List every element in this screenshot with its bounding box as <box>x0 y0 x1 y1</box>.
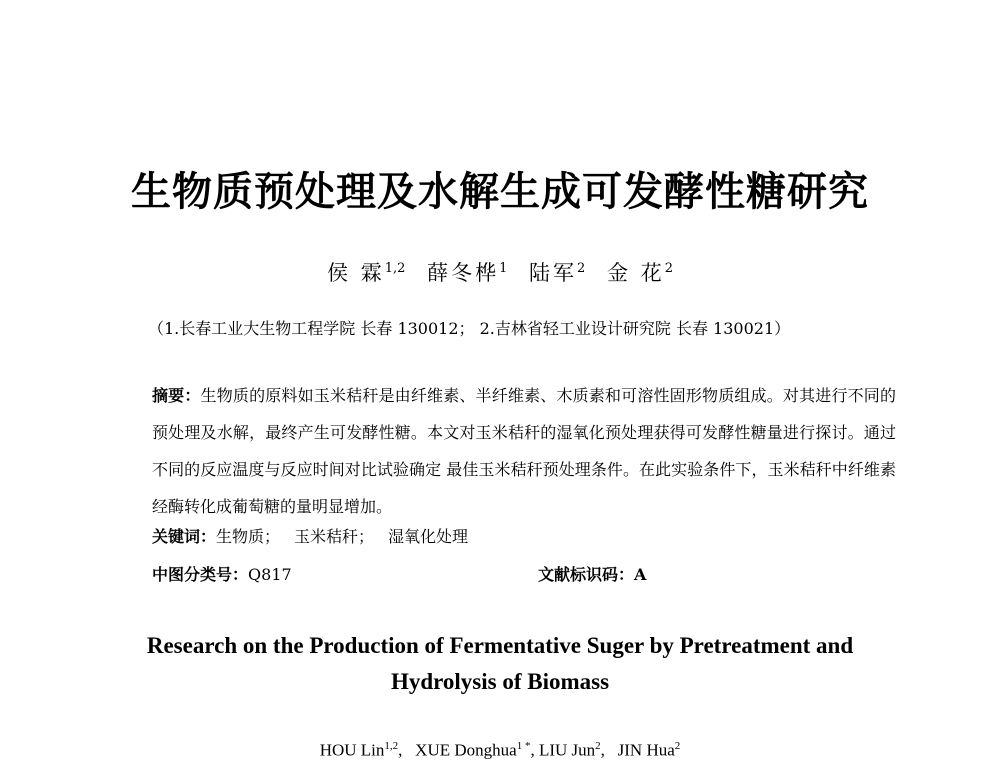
keyword-item: 湿氧化处理 <box>388 527 469 546</box>
classification-value: Q817 <box>248 565 292 584</box>
paper-title-en <box>0 628 1000 700</box>
author-list-en <box>0 740 1000 761</box>
author-separator: , <box>530 740 539 760</box>
author-en: JIN Hua <box>617 740 675 760</box>
author-en: HOU Lin <box>319 740 385 760</box>
author-affiliation-mark: 1 <box>499 261 508 276</box>
keyword-item: 生物质； <box>216 527 281 546</box>
author-separator: , <box>600 740 618 760</box>
author-name: 侯 霖 <box>327 261 385 285</box>
author-affiliation-mark: 2 <box>595 740 601 752</box>
author-cn <box>529 261 585 285</box>
author-en: XUE Donghua <box>415 740 517 760</box>
author-affiliation-mark: 1,2 <box>384 740 399 752</box>
author-name: 陆军 <box>529 261 578 285</box>
author-cn <box>327 261 405 285</box>
paper-title-en-line: Research on the Production of Fermentative Suger by Pretreatment and <box>146 633 854 658</box>
abstract-text: 生物质的原料如玉米秸秆是由纤维素、半纤维素、木质素和可溶性固形物质组成。对其进行不同的预处理及水解，最终产生可发酵性糖。本文对玉米秸秆的湿氧化预处理获得可发酵性糖量进行探讨。通过不同的反应温度与反应时间对比试验确定 最佳玉米秸秆预处理条件。在此实验条件下，玉米秸秆中纤维素经酶转化成葡萄糖的量明显增加。 <box>152 386 896 516</box>
author-name: 薛冬桦 <box>427 261 500 285</box>
classification-number <box>152 562 292 585</box>
author-affiliation-mark: 2 <box>664 261 673 276</box>
author-cn <box>427 261 507 285</box>
abstract-label: 摘要： <box>152 386 201 405</box>
author-affiliation-mark: 2 <box>674 740 681 752</box>
author-name: 金 花 <box>607 261 665 285</box>
author-en: LIU Jun <box>538 740 596 760</box>
author-cn <box>607 261 673 285</box>
paper-title-en-line: Hydrolysis of Biomass <box>390 669 610 694</box>
author-separator: , <box>398 740 416 760</box>
classification-label: 中图分类号： <box>152 565 249 584</box>
document-code <box>538 562 646 585</box>
abstract-cn <box>152 377 896 525</box>
document-code-label: 文献标识码： <box>538 565 635 584</box>
keywords-label: 关键词： <box>152 527 217 546</box>
author-affiliation-mark: 1 * <box>516 740 531 752</box>
keywords-cn <box>152 524 482 547</box>
document-code-value: A <box>634 565 647 584</box>
author-affiliation-mark: 2 <box>577 261 586 276</box>
paper-title-cn: 生物质预处理及水解生成可发酵性糖研究 <box>131 168 869 215</box>
affiliation-cn: （1.长春工业大生物工程学院 长春 130012； 2.吉林省轻工业设计研究院 长春 130021） <box>148 319 791 338</box>
author-affiliation-mark: 1,2 <box>384 261 406 276</box>
author-list-cn <box>0 257 1000 287</box>
keyword-item: 玉米秸秆； <box>294 527 375 546</box>
